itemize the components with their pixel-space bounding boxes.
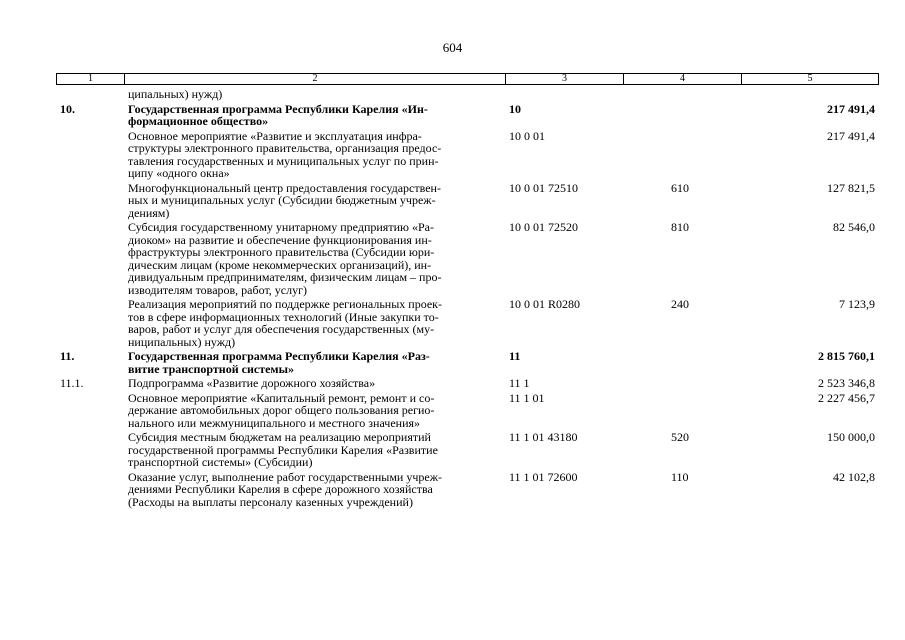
row-expense-type	[623, 377, 741, 390]
row-description	[124, 471, 505, 509]
description-line: нального или межмуниципального и местного значения»	[128, 415, 421, 430]
table-row	[56, 130, 879, 180]
row-code: 10	[509, 101, 521, 116]
row-expense-type: 240	[671, 297, 689, 311]
row-number	[56, 182, 124, 220]
description-line: Субсидия местным бюджетам на реализацию мероприятий	[128, 430, 431, 444]
description-line: структуры электронного правительства, организация предос-	[128, 141, 442, 155]
row-code: 11 1	[509, 376, 530, 390]
description-line: Государственная программа Республики Карелия «Ин-	[128, 101, 428, 116]
budget-table	[56, 88, 879, 510]
description-line: дениям)	[128, 205, 170, 220]
description-line: дическим лицам (кроме некоммерческих организаций), ин-	[128, 257, 432, 272]
description-line: Реализация мероприятий по поддержке региональных проек-	[128, 297, 443, 311]
table-row	[56, 471, 879, 509]
row-number	[56, 392, 124, 430]
row-amount: 150 000,0	[827, 430, 875, 444]
row-expense-type: 520	[671, 430, 689, 444]
row-description	[124, 130, 505, 180]
row-code: 10 0 01 72510	[509, 180, 578, 195]
row-amount	[741, 88, 879, 101]
row-description	[124, 350, 505, 375]
description-line: Государственная программа Республики Карелия «Раз-	[128, 349, 430, 363]
row-number	[56, 471, 124, 509]
description-line: формационное общество»	[128, 114, 269, 128]
row-amount: 2 523 346,8	[818, 376, 875, 390]
row-code: 11 1 01 72600	[509, 469, 578, 484]
row-description	[124, 221, 505, 296]
row-number	[56, 221, 124, 296]
description-line: государственной программы Республики Карелия «Развитие	[128, 442, 438, 457]
description-line: тавления государственных и муниципальных услуг по прин-	[128, 153, 439, 168]
row-amount: 42 102,8	[833, 469, 875, 484]
row-expense-type	[623, 130, 741, 180]
row-number	[56, 298, 124, 348]
row-expense-type	[623, 392, 741, 430]
row-expense-type	[623, 350, 741, 375]
table-row	[56, 221, 879, 296]
row-amount: 2 227 456,7	[818, 390, 875, 405]
description-line: диоком» на развитие и обеспечение функционирования ин-	[128, 232, 432, 247]
row-number: 10.	[60, 101, 75, 116]
table-header	[56, 73, 879, 85]
row-amount: 2 815 760,1	[818, 349, 875, 363]
row-number	[56, 88, 124, 101]
table-row	[56, 103, 879, 128]
description-line: Подпрограмма «Развитие дорожного хозяйства»	[128, 376, 376, 390]
row-expense-type	[623, 88, 741, 101]
table-row	[56, 350, 879, 375]
description-line: Субсидия государственному унитарному предприятию «Ра-	[128, 220, 434, 234]
description-line: Многофункциональный центр предоставления государствен-	[128, 180, 441, 195]
description-line: варов, работ и услуг для обеспечения государственных (му-	[128, 322, 435, 336]
description-line: фраструктуры электронного правительства (Субсидии юри-	[128, 245, 435, 259]
description-line: держание автомобильных дорог общего пользования регио-	[128, 403, 435, 417]
table-row	[56, 298, 879, 348]
row-number	[56, 431, 124, 469]
row-expense-type	[623, 103, 741, 128]
description-line: ципу «одного окна»	[128, 166, 230, 180]
description-line: транспортной системы» (Субсидии)	[128, 455, 313, 469]
row-code: 10 0 01	[509, 128, 545, 143]
description-line: дивидуальным предпринимателям, физическим лицам – про-	[128, 270, 442, 284]
table-row	[56, 431, 879, 469]
description-line: ниципальных) нужд)	[128, 334, 236, 349]
row-description	[124, 298, 505, 348]
row-expense-type: 810	[671, 220, 689, 234]
table-row	[56, 392, 879, 430]
row-number	[56, 130, 124, 180]
row-code: 10 0 01 R0280	[509, 297, 581, 311]
table-row	[56, 182, 879, 220]
header-col-2: 2	[125, 74, 506, 84]
row-amount: 7 123,9	[839, 297, 875, 311]
row-description	[124, 182, 505, 220]
row-expense-type: 110	[671, 469, 689, 484]
description-line: витие транспортной системы»	[128, 361, 294, 376]
row-code: 10 0 01 72520	[509, 220, 578, 234]
header-col-5: 5	[807, 73, 813, 84]
description-line: дениями Республики Карелия в сфере дорожного хозяйства	[128, 482, 433, 496]
description-line: ципальных) нужд)	[128, 87, 223, 101]
description-line: изводителям товаров, работ, услуг)	[128, 282, 308, 297]
row-code	[505, 88, 623, 101]
row-code: 11	[509, 349, 521, 363]
description-line: Оказание услуг, выполнение работ государственными учреж-	[128, 469, 443, 484]
row-description	[124, 88, 505, 101]
row-description	[124, 431, 505, 469]
row-number: 11.	[60, 349, 75, 363]
table-row	[56, 377, 879, 390]
row-number: 11.1.	[60, 376, 84, 390]
row-amount: 217 491,4	[827, 128, 875, 143]
row-code: 11 1 01	[509, 390, 545, 405]
row-amount: 217 491,4	[827, 101, 875, 116]
header-col-4: 4	[624, 74, 742, 84]
description-line: (Расходы на выплаты персоналу казенных учреждений)	[128, 494, 413, 509]
description-line: ных и муниципальных услуг (Субсидии бюджетным учреж-	[128, 193, 436, 207]
row-description	[124, 392, 505, 430]
row-code: 11 1 01 43180	[509, 430, 578, 444]
row-amount: 82 546,0	[833, 220, 875, 234]
header-col-3: 3	[506, 74, 624, 84]
row-description	[124, 103, 505, 128]
row-description	[124, 377, 505, 390]
table-row	[56, 88, 879, 101]
description-line: тов в сфере информационных технологий (Иные закупки то-	[128, 309, 439, 324]
page-number: 604	[442, 40, 463, 55]
header-col-1: 1	[57, 74, 125, 84]
row-expense-type: 610	[671, 180, 689, 195]
row-amount: 127 821,5	[827, 180, 875, 195]
description-line: Основное мероприятие «Развитие и эксплуатация инфра-	[128, 128, 422, 143]
description-line: Основное мероприятие «Капитальный ремонт, ремонт и со-	[128, 390, 435, 405]
